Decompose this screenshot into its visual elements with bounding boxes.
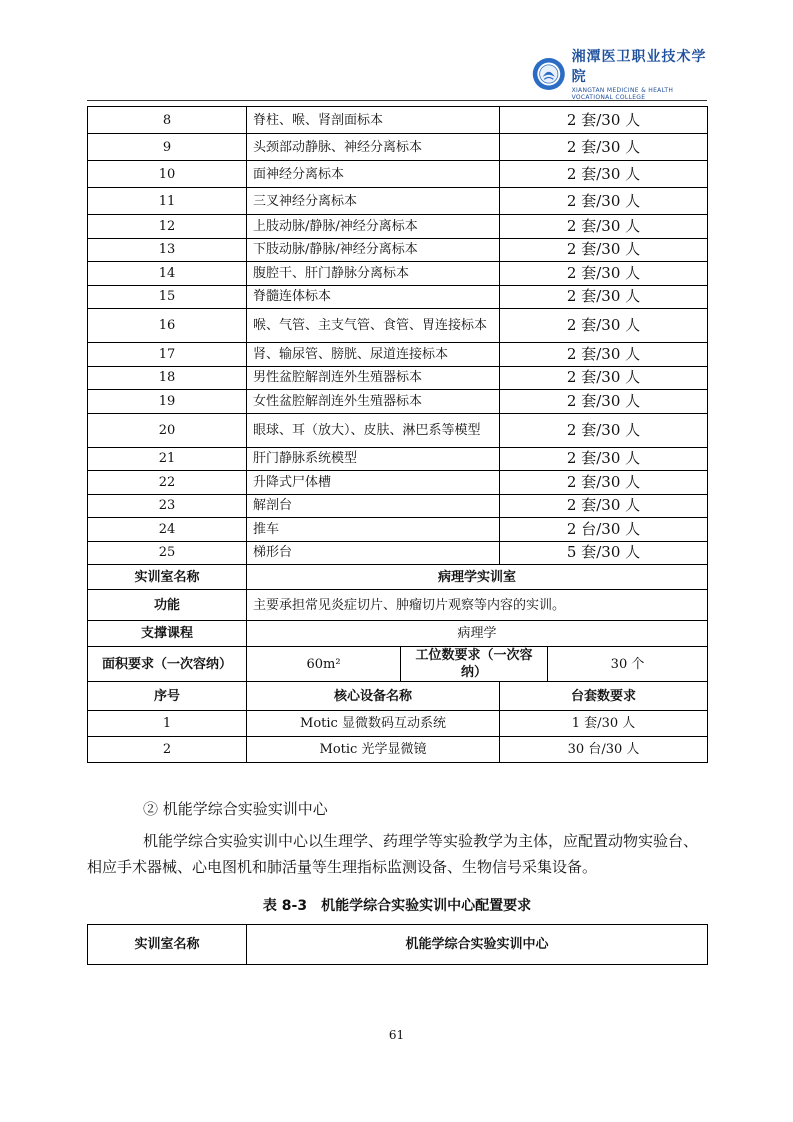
table-row [88, 518, 708, 542]
equipment-name: 解剖台 [247, 494, 500, 518]
section-heading: ② 机能学综合实验实训中心 [143, 800, 328, 818]
logo-chinese-name: 湘潭医卫职业技术学院 [571, 49, 707, 85]
equipment-name: 女性盆腔解剖连外生殖器标本 [247, 390, 500, 414]
equipment-name: 上肢动脉/静脉/神经分离标本 [247, 215, 500, 239]
row-number: 24 [88, 518, 247, 542]
row-number: 11 [88, 188, 247, 215]
row-number: 16 [88, 309, 247, 343]
core-equipment-rows [88, 711, 708, 763]
row-number: 10 [88, 161, 247, 188]
table-row [88, 134, 708, 161]
area-row [88, 647, 708, 682]
center-name-row [88, 925, 708, 965]
table-row [88, 711, 708, 737]
row-number: 23 [88, 494, 247, 518]
equipment-name: 推车 [247, 518, 500, 542]
col-header-qty: 台套数要求 [500, 682, 708, 711]
equipment-quantity: 2 套/30 人 [500, 494, 708, 518]
function-label: 功能 [88, 590, 247, 621]
equipment-name: 眼球、耳（放大）、皮肤、淋巴系等模型 [247, 413, 500, 447]
room-name-label: 实训室名称 [88, 565, 247, 590]
equipment-name: 腹腔干、肝门静脉分离标本 [247, 262, 500, 286]
functional-center-table [87, 924, 708, 965]
course-value: 病理学 [247, 621, 708, 647]
station-value: 30 个 [548, 647, 708, 682]
equipment-quantity: 2 套/30 人 [500, 188, 708, 215]
table-caption: 表 8-3 机能学综合实验实训中心配置要求 [262, 898, 532, 914]
equipment-quantity: 2 套/30 人 [500, 413, 708, 447]
equipment-quantity: 2 套/30 人 [500, 262, 708, 286]
table-row [88, 188, 708, 215]
table-row [88, 238, 708, 262]
equipment-name: 脊髓连体标本 [247, 285, 500, 309]
row-number: 9 [88, 134, 247, 161]
table-row [88, 413, 708, 447]
row-number: 1 [88, 711, 247, 737]
table-row [88, 390, 708, 414]
equipment-quantity: 5 套/30 人 [500, 541, 708, 565]
col-header-name: 核心设备名称 [247, 682, 500, 711]
center-name-label: 实训室名称 [88, 925, 247, 965]
equipment-rows [88, 107, 708, 565]
equipment-name: Motic 显微数码互动系统 [247, 711, 500, 737]
table-row [88, 471, 708, 495]
equipment-name: Motic 光学显微镜 [247, 737, 500, 763]
equipment-name: 面神经分离标本 [247, 161, 500, 188]
table-row [88, 541, 708, 565]
equipment-name: 升降式尸体槽 [247, 471, 500, 495]
logo-english-name: XIANGTAN MEDICINE & HEALTH VOCATIONAL COLLEGE [571, 87, 674, 101]
function-value: 主要承担常见炎症切片、肿瘤切片观察等内容的实训。 [247, 590, 708, 621]
table-row [88, 262, 708, 286]
table-row [88, 494, 708, 518]
table-row [88, 107, 708, 134]
equipment-quantity: 2 套/30 人 [500, 134, 708, 161]
equipment-name: 头颈部动静脉、神经分离标本 [247, 134, 500, 161]
row-number: 12 [88, 215, 247, 239]
course-label: 支撑课程 [88, 621, 247, 647]
equipment-quantity: 2 台/30 人 [500, 518, 708, 542]
row-number: 2 [88, 737, 247, 763]
equipment-table [87, 106, 708, 763]
equipment-name: 男性盆腔解剖连外生殖器标本 [247, 366, 500, 390]
row-number: 17 [88, 343, 247, 367]
row-number: 22 [88, 471, 247, 495]
header-rule [87, 100, 707, 101]
station-label: 工位数要求（一次容纳） [401, 647, 548, 682]
row-number: 18 [88, 366, 247, 390]
equipment-quantity: 2 套/30 人 [500, 366, 708, 390]
table-row [88, 447, 708, 471]
equipment-quantity: 2 套/30 人 [500, 309, 708, 343]
center-name-value: 机能学综合实验实训中心 [247, 925, 708, 965]
equipment-quantity: 2 套/30 人 [500, 343, 708, 367]
row-number: 21 [88, 447, 247, 471]
room-name-value: 病理学实训室 [247, 565, 708, 590]
table-row [88, 343, 708, 367]
row-number: 8 [88, 107, 247, 134]
college-seal-icon [532, 52, 566, 96]
table-row [88, 161, 708, 188]
course-row [88, 621, 708, 647]
equipment-quantity: 2 套/30 人 [500, 285, 708, 309]
equipment-quantity: 1 套/30 人 [500, 711, 708, 737]
equipment-quantity: 2 套/30 人 [500, 161, 708, 188]
row-number: 19 [88, 390, 247, 414]
equipment-name: 三叉神经分离标本 [247, 188, 500, 215]
equipment-name: 下肢动脉/静脉/神经分离标本 [247, 238, 500, 262]
area-value: 60m² [247, 647, 401, 682]
row-number: 20 [88, 413, 247, 447]
room-name-row [88, 565, 708, 590]
row-number: 25 [88, 541, 247, 565]
table-row [88, 215, 708, 239]
equipment-header-row [88, 682, 708, 711]
equipment-quantity: 2 套/30 人 [500, 107, 708, 134]
equipment-quantity: 30 台/30 人 [500, 737, 708, 763]
equipment-quantity: 2 套/30 人 [500, 471, 708, 495]
page-number: 61 [388, 1028, 405, 1042]
equipment-quantity: 2 套/30 人 [500, 390, 708, 414]
function-row [88, 590, 708, 621]
table-row [88, 285, 708, 309]
col-header-no: 序号 [88, 682, 247, 711]
area-label: 面积要求（一次容纳） [88, 647, 247, 682]
row-number: 14 [88, 262, 247, 286]
equipment-name: 梯形台 [247, 541, 500, 565]
equipment-name: 肾、输尿管、膀胱、尿道连接标本 [247, 343, 500, 367]
row-number: 13 [88, 238, 247, 262]
row-number: 15 [88, 285, 247, 309]
equipment-name: 肝门静脉系统模型 [247, 447, 500, 471]
table-row [88, 366, 708, 390]
equipment-quantity: 2 套/30 人 [500, 447, 708, 471]
equipment-quantity: 2 套/30 人 [500, 238, 708, 262]
college-logo [532, 46, 707, 101]
equipment-name: 脊柱、喉、肾剖面标本 [247, 107, 500, 134]
table-row [88, 309, 708, 343]
equipment-quantity: 2 套/30 人 [500, 215, 708, 239]
page-header [87, 40, 707, 102]
equipment-name: 喉、气管、主支气管、食管、胃连接标本 [247, 309, 500, 343]
body-paragraph: 机能学综合实验实训中心以生理学、药理学等实验教学为主体，应配置动物实验台、相应手术器械、心电图机和肺活量等生理指标监测设备、生物信号采集设备。 [87, 832, 699, 876]
table-row [88, 737, 708, 763]
